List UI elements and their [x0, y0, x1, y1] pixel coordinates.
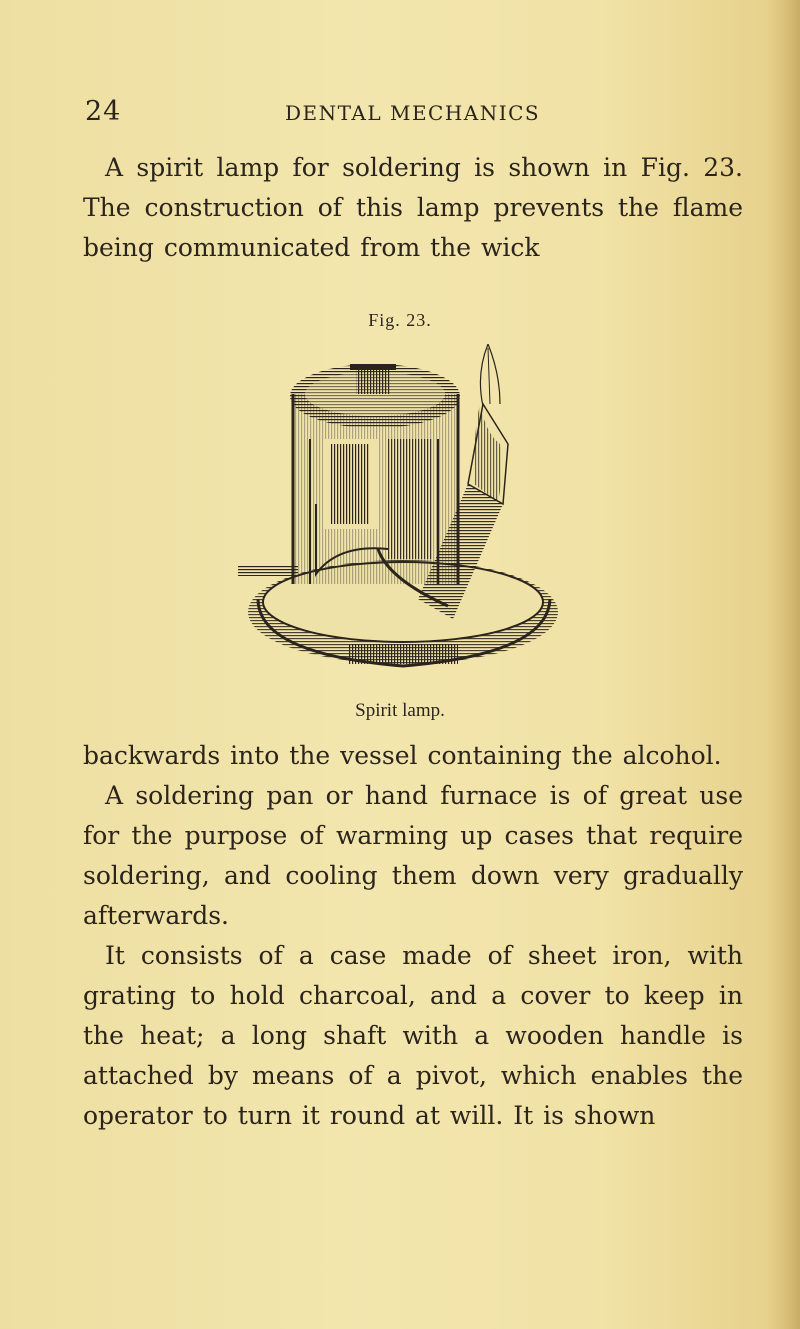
paragraph-continuation: backwards into the vessel containing the alcohol.	[83, 741, 722, 770]
figure-label: Fig. 23.	[368, 310, 432, 330]
page-header	[85, 96, 745, 130]
paragraph-construction: It consists of a case made of sheet iron, with grating to hold charcoal, and a cover to keep in the heat; a long shaft with a wooden handle is attached by means of a pivot, which enables the operator to turn it round at will. It is shown	[83, 941, 743, 1130]
figure-caption: Spirit lamp.	[355, 700, 445, 721]
page-edge-shading	[766, 0, 800, 1329]
spirit-lamp-illustration	[238, 344, 568, 690]
paragraph-text-body	[83, 736, 743, 1136]
paragraph-soldering-pan: A soldering pan or hand furnace is of great use for the purpose of warming up cases that require soldering, and cooling them down very gradually afterwards.	[83, 781, 743, 930]
paragraph-spirit-lamp: A spirit lamp for soldering is shown in Fig. 23. The construction of this lamp prevents the flame being communicated from the wick	[83, 153, 743, 262]
page-number: 24	[85, 96, 122, 127]
running-title: DENTAL MECHANICS	[285, 101, 541, 125]
